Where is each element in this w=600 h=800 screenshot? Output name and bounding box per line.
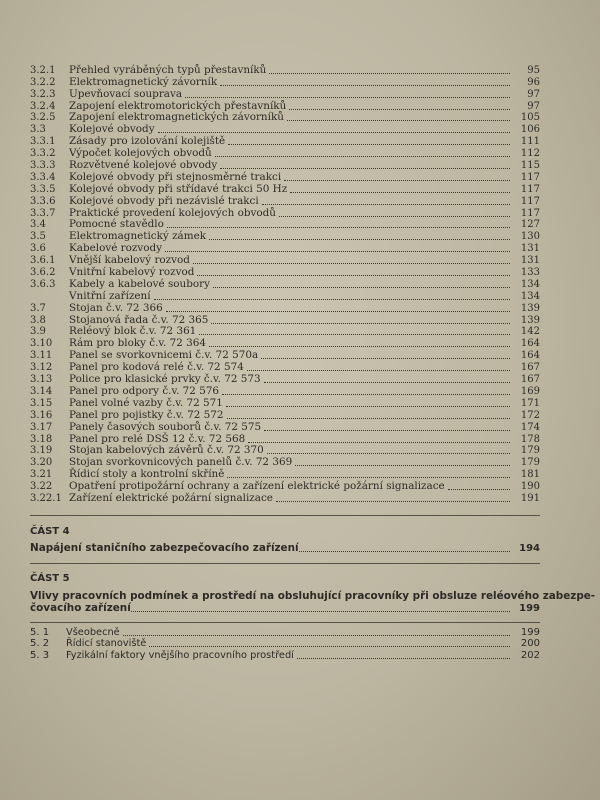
toc-row [30,361,540,373]
toc-number: 3.22 [30,481,53,493]
toc-title: Rám pro bloky č.v. 72 364 [69,337,207,350]
dot-leader [199,334,510,335]
dot-leader [215,156,510,157]
dot-leader [290,192,510,193]
toc-page: 167 [520,374,540,386]
toc-page: 172 [520,409,540,421]
toc-row [30,242,540,254]
toc-page: 174 [520,421,540,433]
toc-title: Kabely a kabelové soubory [69,277,210,290]
toc-number: 3.5 [30,231,46,243]
toc-title: Upevňovací souprava [69,87,183,100]
toc-page: 115 [520,160,540,172]
toc-row [30,195,540,207]
toc-title: Přehled vyráběných typů přestavníků [69,63,267,76]
toc-page: 190 [520,481,540,493]
toc-title: Elektromagnetický závorník [69,75,218,88]
toc-row [30,76,540,88]
toc-row [30,409,540,421]
toc-row [30,649,540,661]
toc-number: 3.6.3 [30,278,56,290]
toc-title: Fyzikální faktory vnějšího pracovního prostředí [66,649,294,661]
toc-title: Rozvětvené kolejové obvody [69,159,218,172]
toc-row [30,254,540,266]
toc-title: Vnitřní zařízení [69,289,151,302]
toc-row [30,326,540,338]
toc-title: Panely časových souborů č.v. 72 575 [69,420,262,433]
dot-leader [269,73,510,74]
toc-row [30,266,540,278]
toc-number: 3.3.7 [30,207,56,219]
toc-number: 3.17 [30,421,53,433]
dot-leader [295,465,510,466]
dot-leader [167,227,510,228]
toc-row [30,219,540,231]
toc-number: 3.13 [30,374,53,386]
toc-title: Kolejové obvody při stejnosměrné trakci [69,170,282,183]
toc-title: Stojanová řada č.v. 72 365 [69,313,209,326]
toc-number: 3.22.1 [30,492,62,504]
toc-title: Reléový blok č.v. 72 361 [69,325,197,338]
toc-title: Elektromagnetický zámek [69,230,207,243]
dot-leader [165,251,510,252]
dot-leader [289,109,510,110]
toc-row [30,638,540,650]
toc-number: 3.11 [30,350,53,362]
toc-row [30,88,540,100]
toc-page: 105 [520,112,540,124]
toc-page: 130 [520,231,540,243]
toc-row [30,147,540,159]
toc-title: Kabelové rozvody [69,242,163,255]
toc-row [30,349,540,361]
toc-number: 3.3.2 [30,148,56,160]
part-4-page: 194 [519,543,540,554]
toc-row [30,112,540,124]
toc-number: 3.3.6 [30,195,56,207]
toc-page: 111 [520,136,540,148]
part-4-heading: ČÁST 4 [30,526,70,537]
dot-leader [264,382,510,383]
toc-number: 3.2.2 [30,76,56,88]
toc-page: 131 [520,255,540,267]
part-5-heading: ČÁST 5 [30,573,70,584]
toc-number: 3.18 [30,433,53,445]
toc-page: 191 [520,492,540,504]
toc-number: 3.6.1 [30,255,56,267]
toc-title: Stojan kabelových závěrů č.v. 72 370 [69,444,264,457]
toc-number: 3.4 [30,219,46,231]
toc-page: 97 [527,100,540,112]
dot-leader [197,275,510,276]
toc-number: 3.16 [30,409,53,421]
dot-leader [211,323,510,324]
divider [30,563,540,564]
dot-leader [193,263,510,264]
toc-number: 3.8 [30,314,46,326]
toc-title: Zapojení elektromotorických přestavníků [69,99,287,112]
toc-number: 3.12 [30,362,53,374]
toc-number: 3.14 [30,385,53,397]
toc-page: 169 [520,385,540,397]
dot-leader [227,418,510,419]
toc-row [30,468,540,480]
toc-page: 179 [520,457,540,469]
toc-title: Řídicí stanoviště [66,638,147,650]
toc-row [30,480,540,492]
toc-number: 5. 1 [30,626,50,638]
toc-row [30,183,540,195]
toc-row [30,492,540,504]
toc-title: Opatření protipožární ochrany a zařízení elektrické požární signalizace [69,480,445,493]
toc-row [30,602,540,614]
toc-title: Panel pro odpory č.v. 72 576 [69,384,220,397]
dot-leader [247,370,510,371]
toc-row [30,397,540,409]
toc-page: 133 [520,267,540,279]
toc-page: 181 [520,469,540,481]
toc-number: 3.3 [30,124,46,136]
toc-row [30,456,540,468]
toc-page: 95 [527,64,540,76]
toc-title: Praktické provedení kolejových obvodů [69,206,276,219]
toc-page: 96 [527,76,540,88]
toc-row [30,159,540,171]
toc-page: 127 [520,219,540,231]
toc-number: 3.9 [30,326,46,338]
dot-leader [154,299,510,300]
toc-page: 164 [520,338,540,350]
toc-title: Panel volné vazby č.v. 72 571 [69,396,223,409]
dot-leader [166,311,510,312]
toc-title: Stojan č.v. 72 366 [69,301,163,314]
toc-number: 3.3.4 [30,171,56,183]
toc-page: 200 [520,638,540,650]
toc-title: Zařízení elektrické požární signalizace [69,491,273,504]
toc-row [30,626,540,638]
dot-leader [209,239,510,240]
dot-leader [222,394,510,395]
toc-title: Panel pro relé DSŠ 12 č.v. 72 568 [69,432,246,445]
toc-page: 117 [520,207,540,219]
part-5-sections [30,626,540,661]
toc-page: 134 [520,290,540,302]
table-of-contents [30,64,540,504]
toc-page: 112 [520,148,540,160]
dot-leader [220,168,510,169]
toc-page: 178 [520,433,540,445]
part-5-page: 199 [519,603,540,614]
dot-leader [448,489,510,490]
toc-row [30,373,540,385]
toc-row [30,278,540,290]
toc-row [30,100,540,112]
divider [30,622,540,623]
dot-leader [220,85,510,86]
toc-number: 3.2.3 [30,88,56,100]
part-4-title: Napájení staničního zabezpečovacího zařízení [30,542,299,554]
toc-title: Kolejové obvody při nezávislé trakci [69,194,259,207]
toc-number: 3.6 [30,243,46,255]
dot-leader [226,406,510,407]
toc-number: 5. 3 [30,649,50,661]
toc-title: Vnější kabelový rozvod [69,254,190,267]
part-5-title-line1: Vlivy pracovních podmínek a prostředí na obsluhující pracovníky při obsluze reléového zabezpe- [30,590,596,602]
toc-title: Zásady pro izolování kolejiště [69,135,226,148]
toc-row [30,590,596,602]
toc-number: 3.3.3 [30,160,56,172]
toc-title: Všeobecně [66,626,120,638]
toc-row [30,385,540,397]
toc-row [30,230,540,242]
dot-leader [279,216,510,217]
toc-page: 117 [520,183,540,195]
toc-number: 3.15 [30,397,53,409]
dot-leader [123,635,510,636]
toc-page: 106 [520,124,540,136]
toc-row [30,123,540,135]
dot-leader [267,453,510,454]
toc-row [30,433,540,445]
toc-title: Řídicí stoly a kontrolní skříně [69,468,225,481]
toc-page: 199 [520,626,540,638]
dot-leader [158,132,510,133]
toc-page: 131 [520,243,540,255]
toc-row [30,445,540,457]
dot-leader [227,477,510,478]
toc-title: Police pro klasické prvky č.v. 72 573 [69,373,261,386]
divider [30,515,540,516]
toc-title: Panel pro kodová relé č.v. 72 574 [69,361,244,374]
toc-title: Panel pro pojistky č.v. 72 572 [69,408,224,421]
toc-page: 117 [520,195,540,207]
toc-page: 139 [520,314,540,326]
toc-page: 117 [520,171,540,183]
dot-leader [248,442,510,443]
dot-leader [228,144,510,145]
toc-number: 3.20 [30,457,53,469]
toc-number: 3.7 [30,302,46,314]
toc-number: 3.2.4 [30,100,56,112]
toc-row [30,171,540,183]
toc-number: 3.3.5 [30,183,56,195]
toc-number: 3.21 [30,469,53,481]
dot-leader [299,551,510,552]
dot-leader [149,646,510,647]
dot-leader [262,204,510,205]
toc-page: 167 [520,362,540,374]
toc-title: Pomocné stavědlo [69,218,164,231]
toc-number: 3.19 [30,445,53,457]
toc-row [30,337,540,349]
toc-title: Stojan svorkovnicových panelů č.v. 72 369 [69,456,293,469]
dot-leader [185,97,510,98]
toc-page: 179 [520,445,540,457]
toc-title: Vnitřní kabelový rozvod [69,266,195,279]
dot-leader [297,658,510,659]
toc-title: Panel se svorkovnicemi č.v. 72 570a [69,349,259,362]
part-4-entry [30,542,540,554]
toc-number: 5. 2 [30,638,50,650]
part-5-title-line2: čovacího zařízení [30,602,131,614]
toc-number: 3.3.1 [30,136,56,148]
toc-number: 3.6.2 [30,267,56,279]
dot-leader [276,501,510,502]
toc-page: 202 [520,649,540,661]
dot-leader [261,358,510,359]
part-5-entry [30,590,596,614]
toc-row [30,314,540,326]
dot-leader [209,346,510,347]
toc-number: 3.10 [30,338,53,350]
dot-leader [131,611,510,612]
toc-row [30,64,540,76]
dot-leader [287,120,510,121]
toc-row [30,290,540,302]
toc-title: Výpočet kolejových obvodů [69,147,212,160]
toc-page: 171 [520,397,540,409]
toc-row [30,421,540,433]
toc-page: 142 [520,326,540,338]
toc-row [30,207,540,219]
toc-title: Kolejové obvody při střídavé trakci 50 Hz [69,182,288,195]
toc-page: 134 [520,278,540,290]
toc-row [30,542,540,554]
dot-leader [264,430,510,431]
toc-title: Kolejové obvody [69,123,155,136]
toc-page: 97 [527,88,540,100]
dot-leader [284,180,510,181]
toc-number: 3.2.1 [30,64,56,76]
toc-number: 3.2.5 [30,112,56,124]
toc-row [30,302,540,314]
toc-page: 139 [520,302,540,314]
toc-row [30,135,540,147]
dot-leader [213,287,510,288]
toc-page: 164 [520,350,540,362]
toc-title: Zapojení elektromagnetických závorníků [69,111,284,124]
